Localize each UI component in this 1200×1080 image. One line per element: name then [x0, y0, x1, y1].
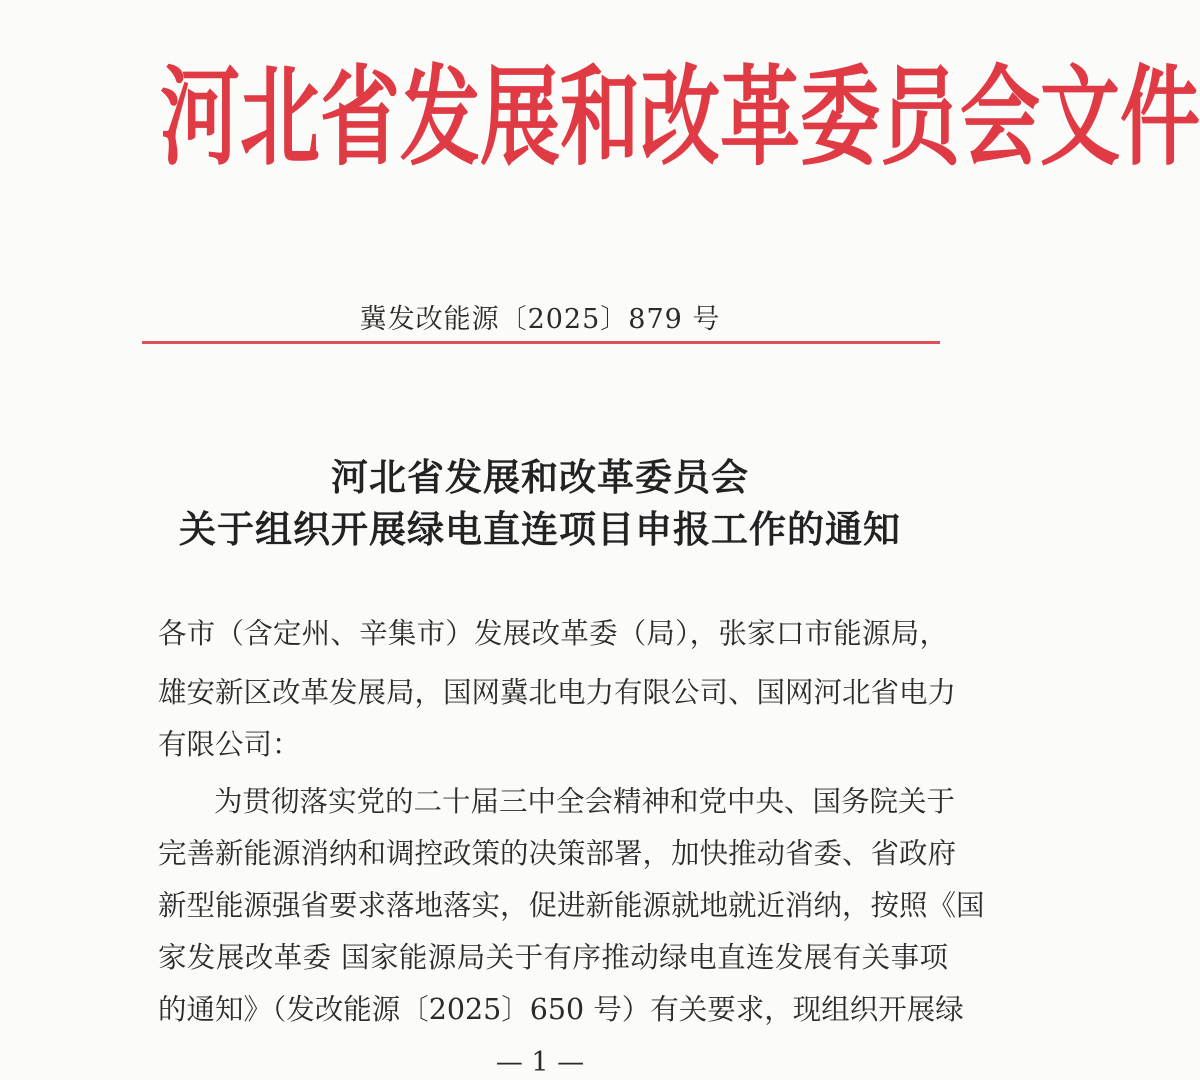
- red-divider-line: [142, 341, 940, 344]
- addressee-line-3: 有限公司：: [158, 728, 301, 761]
- masthead-char: 文: [1040, 54, 1120, 181]
- masthead-char: 展: [480, 54, 560, 181]
- masthead-char: 省: [320, 54, 400, 181]
- masthead-char: 改: [640, 54, 720, 181]
- masthead-char: 革: [720, 54, 800, 181]
- masthead-char: 北: [240, 54, 320, 181]
- paragraph-line-2: 完善新能源消纳和调控政策的决策部署，加快推动省委、省政府: [158, 837, 957, 870]
- paragraph-line-1: 为贯彻落实党的二十届三中全会精神和党中央、国务院关于: [214, 785, 956, 818]
- masthead-char: 会: [960, 54, 1040, 181]
- masthead-char: 河: [160, 54, 240, 181]
- masthead-char: 件: [1120, 54, 1200, 181]
- masthead-char: 委: [800, 54, 880, 181]
- masthead-char: 员: [880, 54, 960, 181]
- addressee-line-1: 各市（含定州、辛集市）发展改革委（局），张家口市能源局，: [158, 617, 948, 650]
- masthead-title: [160, 54, 1200, 181]
- document-number: 冀发改能源〔2025〕879 号: [359, 304, 721, 335]
- title-line-2: 关于组织开展绿电直连项目申报工作的通知: [179, 507, 901, 551]
- page-number: — 1 —: [495, 1047, 585, 1078]
- addressee-line-2: 雄安新区改革发展局，国网冀北电力有限公司、国网河北省电力: [158, 676, 957, 709]
- paragraph-line-4: 家发展改革委 国家能源局关于有序推动绿电直连发展有关事项: [158, 941, 948, 974]
- masthead-char: 和: [560, 54, 640, 181]
- paragraph-line-3: 新型能源强省要求落地落实，促进新能源就地就近消纳，按照《国: [158, 889, 985, 922]
- paragraph-line-5: 的通知》（发改能源〔2025〕650 号）有关要求，现组织开展绿: [158, 993, 964, 1026]
- masthead-char: 发: [400, 54, 480, 181]
- title-line-1: 河北省发展和改革委员会: [331, 455, 749, 499]
